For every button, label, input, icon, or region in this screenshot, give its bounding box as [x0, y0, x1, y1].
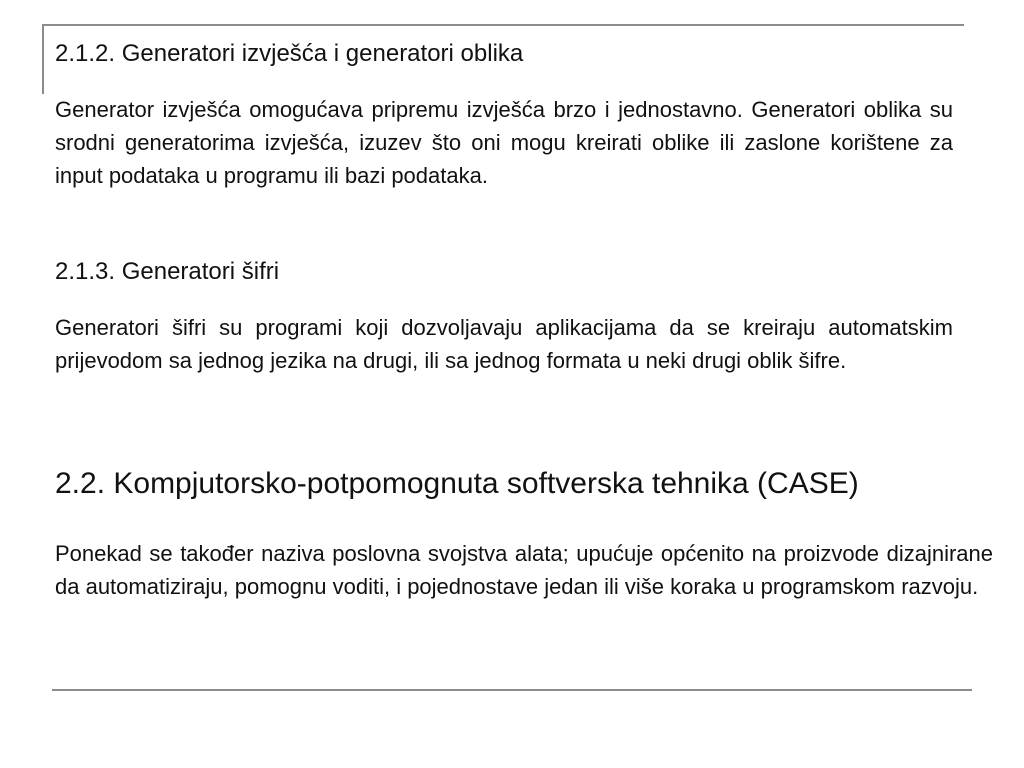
section-2-1-2-body: Generator izvješća omogućava pripremu izvješća brzo i jednostavno. Generatori oblika su srodni generatorima izvješća, izuzev što oni mogu kreirati oblike ili zaslone korištene za input podataka u programu ili bazi podataka.	[55, 97, 953, 188]
section-2-1-3-body: Generatori šifri su programi koji dozvoljavaju aplikacijama da se kreiraju automatskim prijevodom sa jednog jezika na drugi, ili sa jednog formata u neki drugi oblik šifre.	[55, 315, 953, 373]
section-2-2-body: Ponekad se također naziva poslovna svojstva alata; upućuje općenito na proizvode dizajnirane da automatiziraju, pomognu voditi, i pojednostave jedan ili više koraka u programskom razvoju.	[55, 541, 993, 599]
section-2-1-3-heading: 2.1.3. Generatori šifri	[55, 258, 280, 285]
section-2-2-heading: 2.2. Kompjutorsko-potpomognuta softverska tehnika (CASE)	[55, 467, 859, 500]
section-2-1-2-heading: 2.1.2. Generatori izvješća i generatori oblika	[55, 40, 524, 67]
left-divider	[42, 24, 44, 94]
top-divider	[42, 24, 964, 26]
bottom-divider	[52, 689, 972, 691]
